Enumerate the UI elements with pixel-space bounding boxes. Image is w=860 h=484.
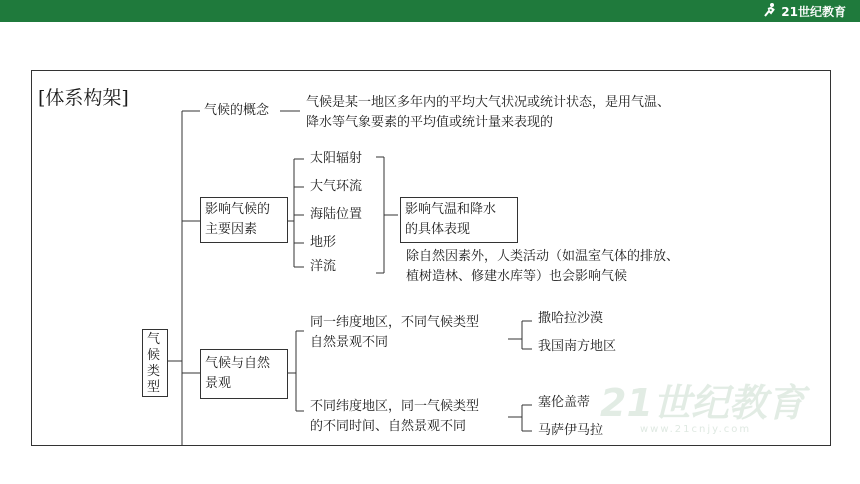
case2-example: 马萨伊马拉 xyxy=(538,423,604,438)
human-factor-1: 除自然因素外，人类活动（如温室气体的排放、 xyxy=(406,249,680,264)
landscape-node xyxy=(200,349,288,399)
factors-label-2: 主要因素 xyxy=(205,222,258,237)
case1-line-2: 自然景观不同 xyxy=(310,335,389,350)
human-factor-2: 植树造林、修建水库等）也会影响气候 xyxy=(406,269,628,284)
effect-label-1: 影响气温和降水 xyxy=(405,202,497,217)
watermark-logo: 21世纪教育 xyxy=(600,381,805,425)
concept-definition-1: 气候是某一地区多年内的平均大气状况或统计状态，是用气温、 xyxy=(306,95,671,110)
diagram-title: [体系构架] xyxy=(38,87,129,109)
root-node xyxy=(142,329,168,397)
effect-node xyxy=(400,197,518,243)
factor-item: 太阳辐射 xyxy=(310,151,363,166)
factor-item: 大气环流 xyxy=(310,179,363,194)
case2-line-2: 的不同时间、自然景观不同 xyxy=(310,419,467,434)
case1-line-1: 同一纬度地区，不同气候类型 xyxy=(310,315,480,330)
concept-definition-2: 降水等气象要素的平均值或统计量来表现的 xyxy=(306,115,554,130)
factors-label-1: 影响气候的 xyxy=(205,202,271,217)
root-label: 气候类型 xyxy=(147,332,161,395)
factors-node xyxy=(200,197,288,243)
factor-item: 海陆位置 xyxy=(310,207,363,222)
concept-label: 气候的概念 xyxy=(204,103,270,118)
effect-label-2: 的具体表现 xyxy=(405,222,471,237)
landscape-label-1: 气候与自然 xyxy=(205,356,271,371)
logo-text: 21世纪教育 xyxy=(781,4,846,19)
watermark-url: www.21cnjy.com xyxy=(640,424,752,435)
factor-item: 地形 xyxy=(310,235,337,250)
case2-example: 塞伦盖蒂 xyxy=(538,395,591,410)
case1-example: 撒哈拉沙漠 xyxy=(538,311,604,326)
case1-example: 我国南方地区 xyxy=(538,339,617,354)
runner-icon xyxy=(762,2,778,21)
site-logo xyxy=(762,2,846,20)
header-bar xyxy=(0,0,860,22)
case2-line-1: 不同纬度地区，同一气候类型 xyxy=(310,399,480,414)
landscape-label-2: 景观 xyxy=(205,376,232,391)
factor-item: 洋流 xyxy=(310,259,337,274)
